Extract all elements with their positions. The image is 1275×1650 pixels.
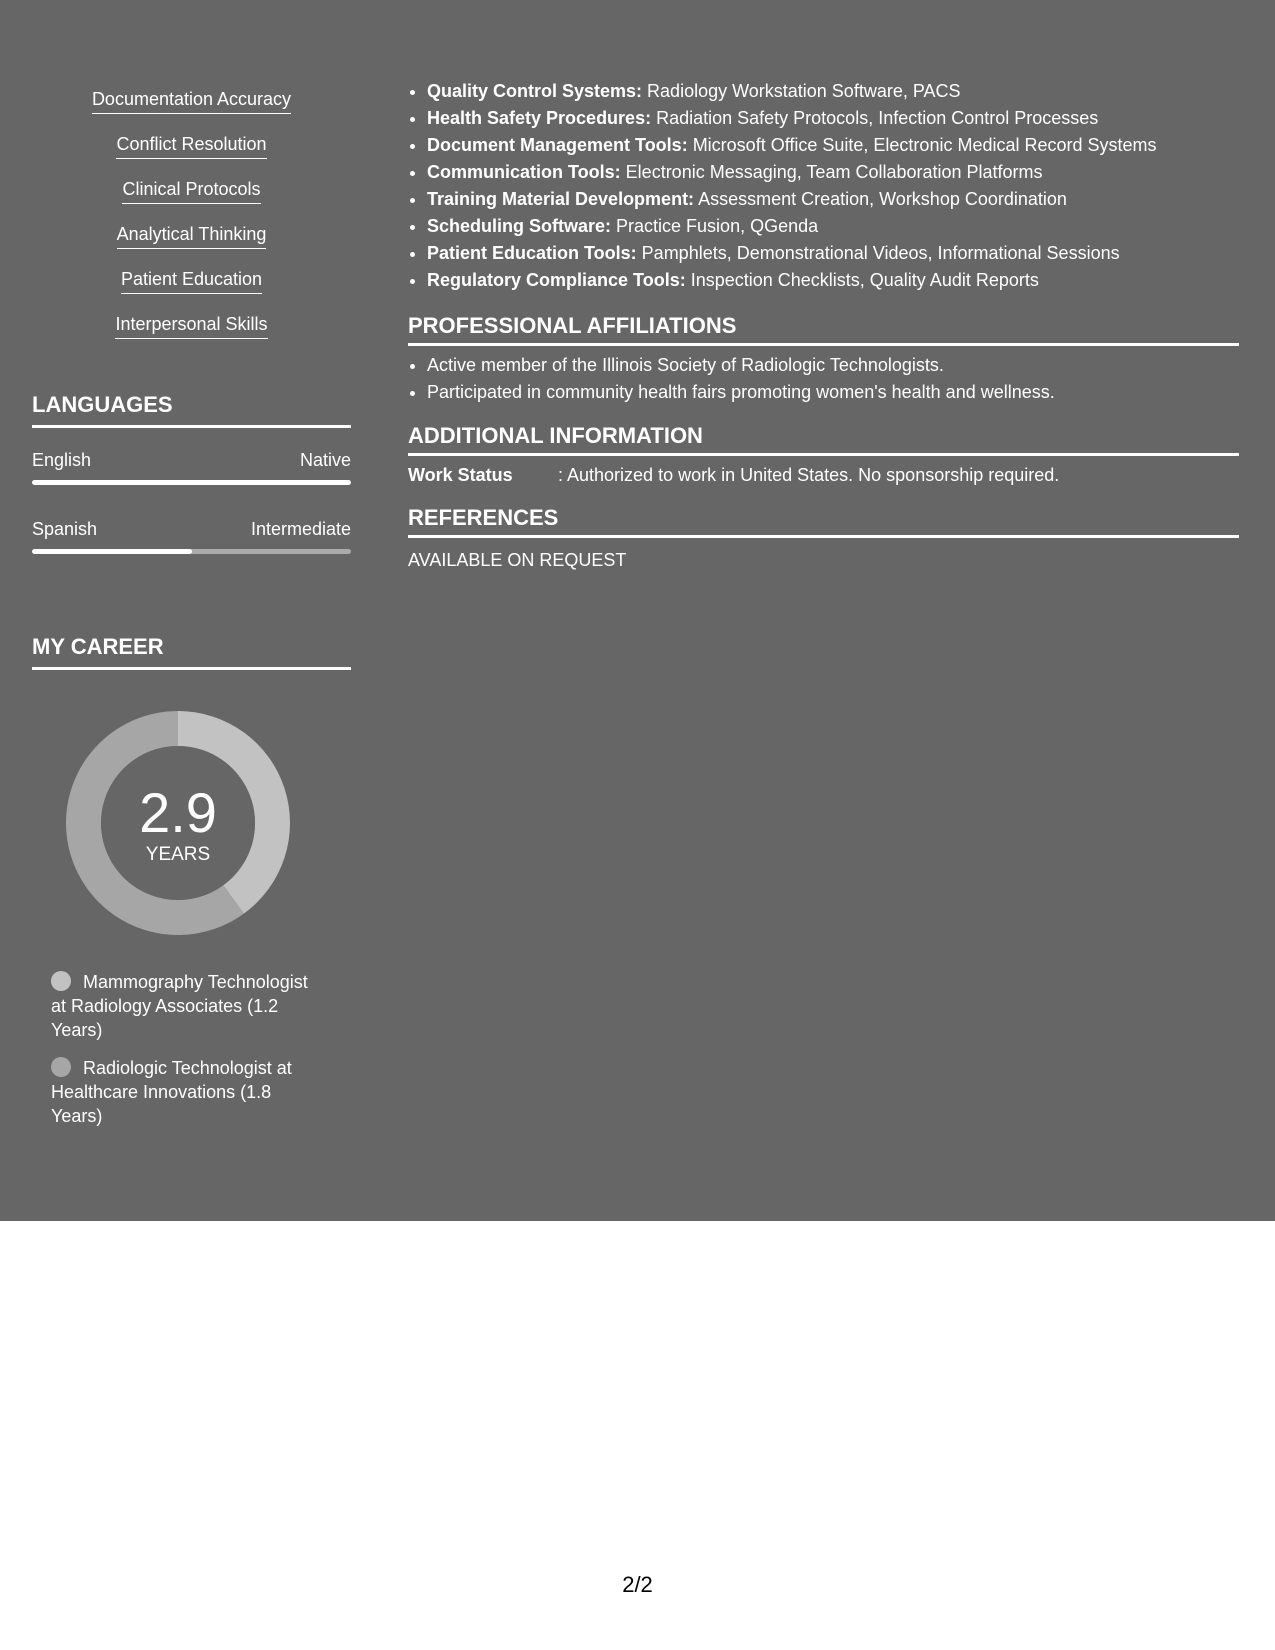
tool-label: Scheduling Software: [427, 216, 612, 236]
page-number: 2/2 [622, 1572, 653, 1597]
career-total-years: 2.9 [139, 781, 217, 844]
career-legend-item [51, 970, 326, 1042]
language-level: Native [299, 450, 351, 470]
references-text: AVAILABLE ON REQUEST [408, 550, 627, 570]
skill-tag [32, 268, 351, 294]
work-status-value: : Authorized to work in United States. No sponsorship required. [558, 465, 1060, 485]
tool-label: Health Safety Procedures: [427, 108, 652, 128]
tool-label: Communication Tools: [427, 162, 621, 182]
tool-value: Assessment Creation, Workshop Coordination [694, 189, 1067, 209]
career-legend-item [51, 1056, 326, 1128]
language-proficiency-fill [32, 549, 192, 554]
tool-label: Training Material Development: [427, 189, 695, 209]
skill-label: Analytical Thinking [117, 223, 267, 249]
career-donut-chart [66, 711, 290, 935]
affiliations-list [408, 352, 1055, 406]
donut-center [66, 711, 290, 935]
language-name: Spanish [32, 519, 98, 539]
references-heading: REFERENCES [408, 505, 1239, 538]
legend-dot-icon [51, 1057, 71, 1077]
tool-value: Microsoft Office Suite, Electronic Medical Record Systems [687, 135, 1157, 155]
language-name: English [32, 450, 92, 470]
legend-dot-icon [51, 971, 71, 991]
tool-value: Inspection Checklists, Quality Audit Reports [685, 270, 1039, 290]
tool-item [427, 78, 1157, 105]
languages-heading: LANGUAGES [32, 392, 351, 428]
language-proficiency-bar [32, 549, 351, 554]
tool-label: Regulatory Compliance Tools: [427, 270, 686, 290]
language-row [32, 518, 351, 540]
tool-item [427, 105, 1157, 132]
tools-list [408, 78, 1157, 294]
tool-value: Practice Fusion, QGenda [611, 216, 819, 236]
skill-label: Patient Education [121, 268, 262, 294]
work-status-label: Work Status [408, 465, 513, 485]
career-legend-label: Radiologic Technologist at Healthcare Innovations (1.8 Years) [51, 1058, 292, 1126]
skill-label: Documentation Accuracy [92, 88, 291, 114]
career-heading: MY CAREER [32, 634, 351, 670]
affiliation-item: • Active member of the Illinois Society of Radiologic Technologists. [427, 352, 1055, 379]
skill-tag [32, 223, 351, 249]
tool-item [427, 267, 1157, 294]
tool-item [427, 240, 1157, 267]
language-level: Intermediate [250, 519, 351, 539]
skill-tag [32, 133, 351, 159]
tool-label: Document Management Tools: [427, 135, 688, 155]
tool-value: Electronic Messaging, Team Collaboration Platforms [620, 162, 1043, 182]
tool-value: Radiology Workstation Software, PACS [642, 81, 961, 101]
tool-item [427, 132, 1157, 159]
additional-info-heading: ADDITIONAL INFORMATION [408, 423, 1239, 456]
skill-tag [32, 88, 351, 114]
language-row [32, 449, 351, 471]
tool-value: Pamphlets, Demonstrational Videos, Informational Sessions [636, 243, 1120, 263]
language-proficiency-bar [32, 480, 351, 485]
tool-value: Radiation Safety Protocols, Infection Control Processes [651, 108, 1099, 128]
work-status-row [408, 464, 1059, 486]
affiliation-item: • Participated in community health fairs promoting women's health and wellness. [427, 379, 1055, 406]
career-total-unit: YEARS [145, 844, 211, 865]
tool-label: Patient Education Tools: [427, 243, 637, 263]
language-proficiency-fill [32, 480, 351, 485]
skill-label: Interpersonal Skills [115, 313, 267, 339]
skill-label: Conflict Resolution [116, 133, 266, 159]
tool-item [427, 159, 1157, 186]
skill-label: Clinical Protocols [122, 178, 260, 204]
skill-tag [32, 178, 351, 204]
career-legend-label: Mammography Technologist at Radiology Associates (1.2 Years) [51, 972, 308, 1040]
tool-item [427, 186, 1157, 213]
affiliations-heading: PROFESSIONAL AFFILIATIONS [408, 313, 1239, 346]
skill-tag [32, 313, 351, 339]
tool-label: Quality Control Systems: [427, 81, 643, 101]
tool-item [427, 213, 1157, 240]
